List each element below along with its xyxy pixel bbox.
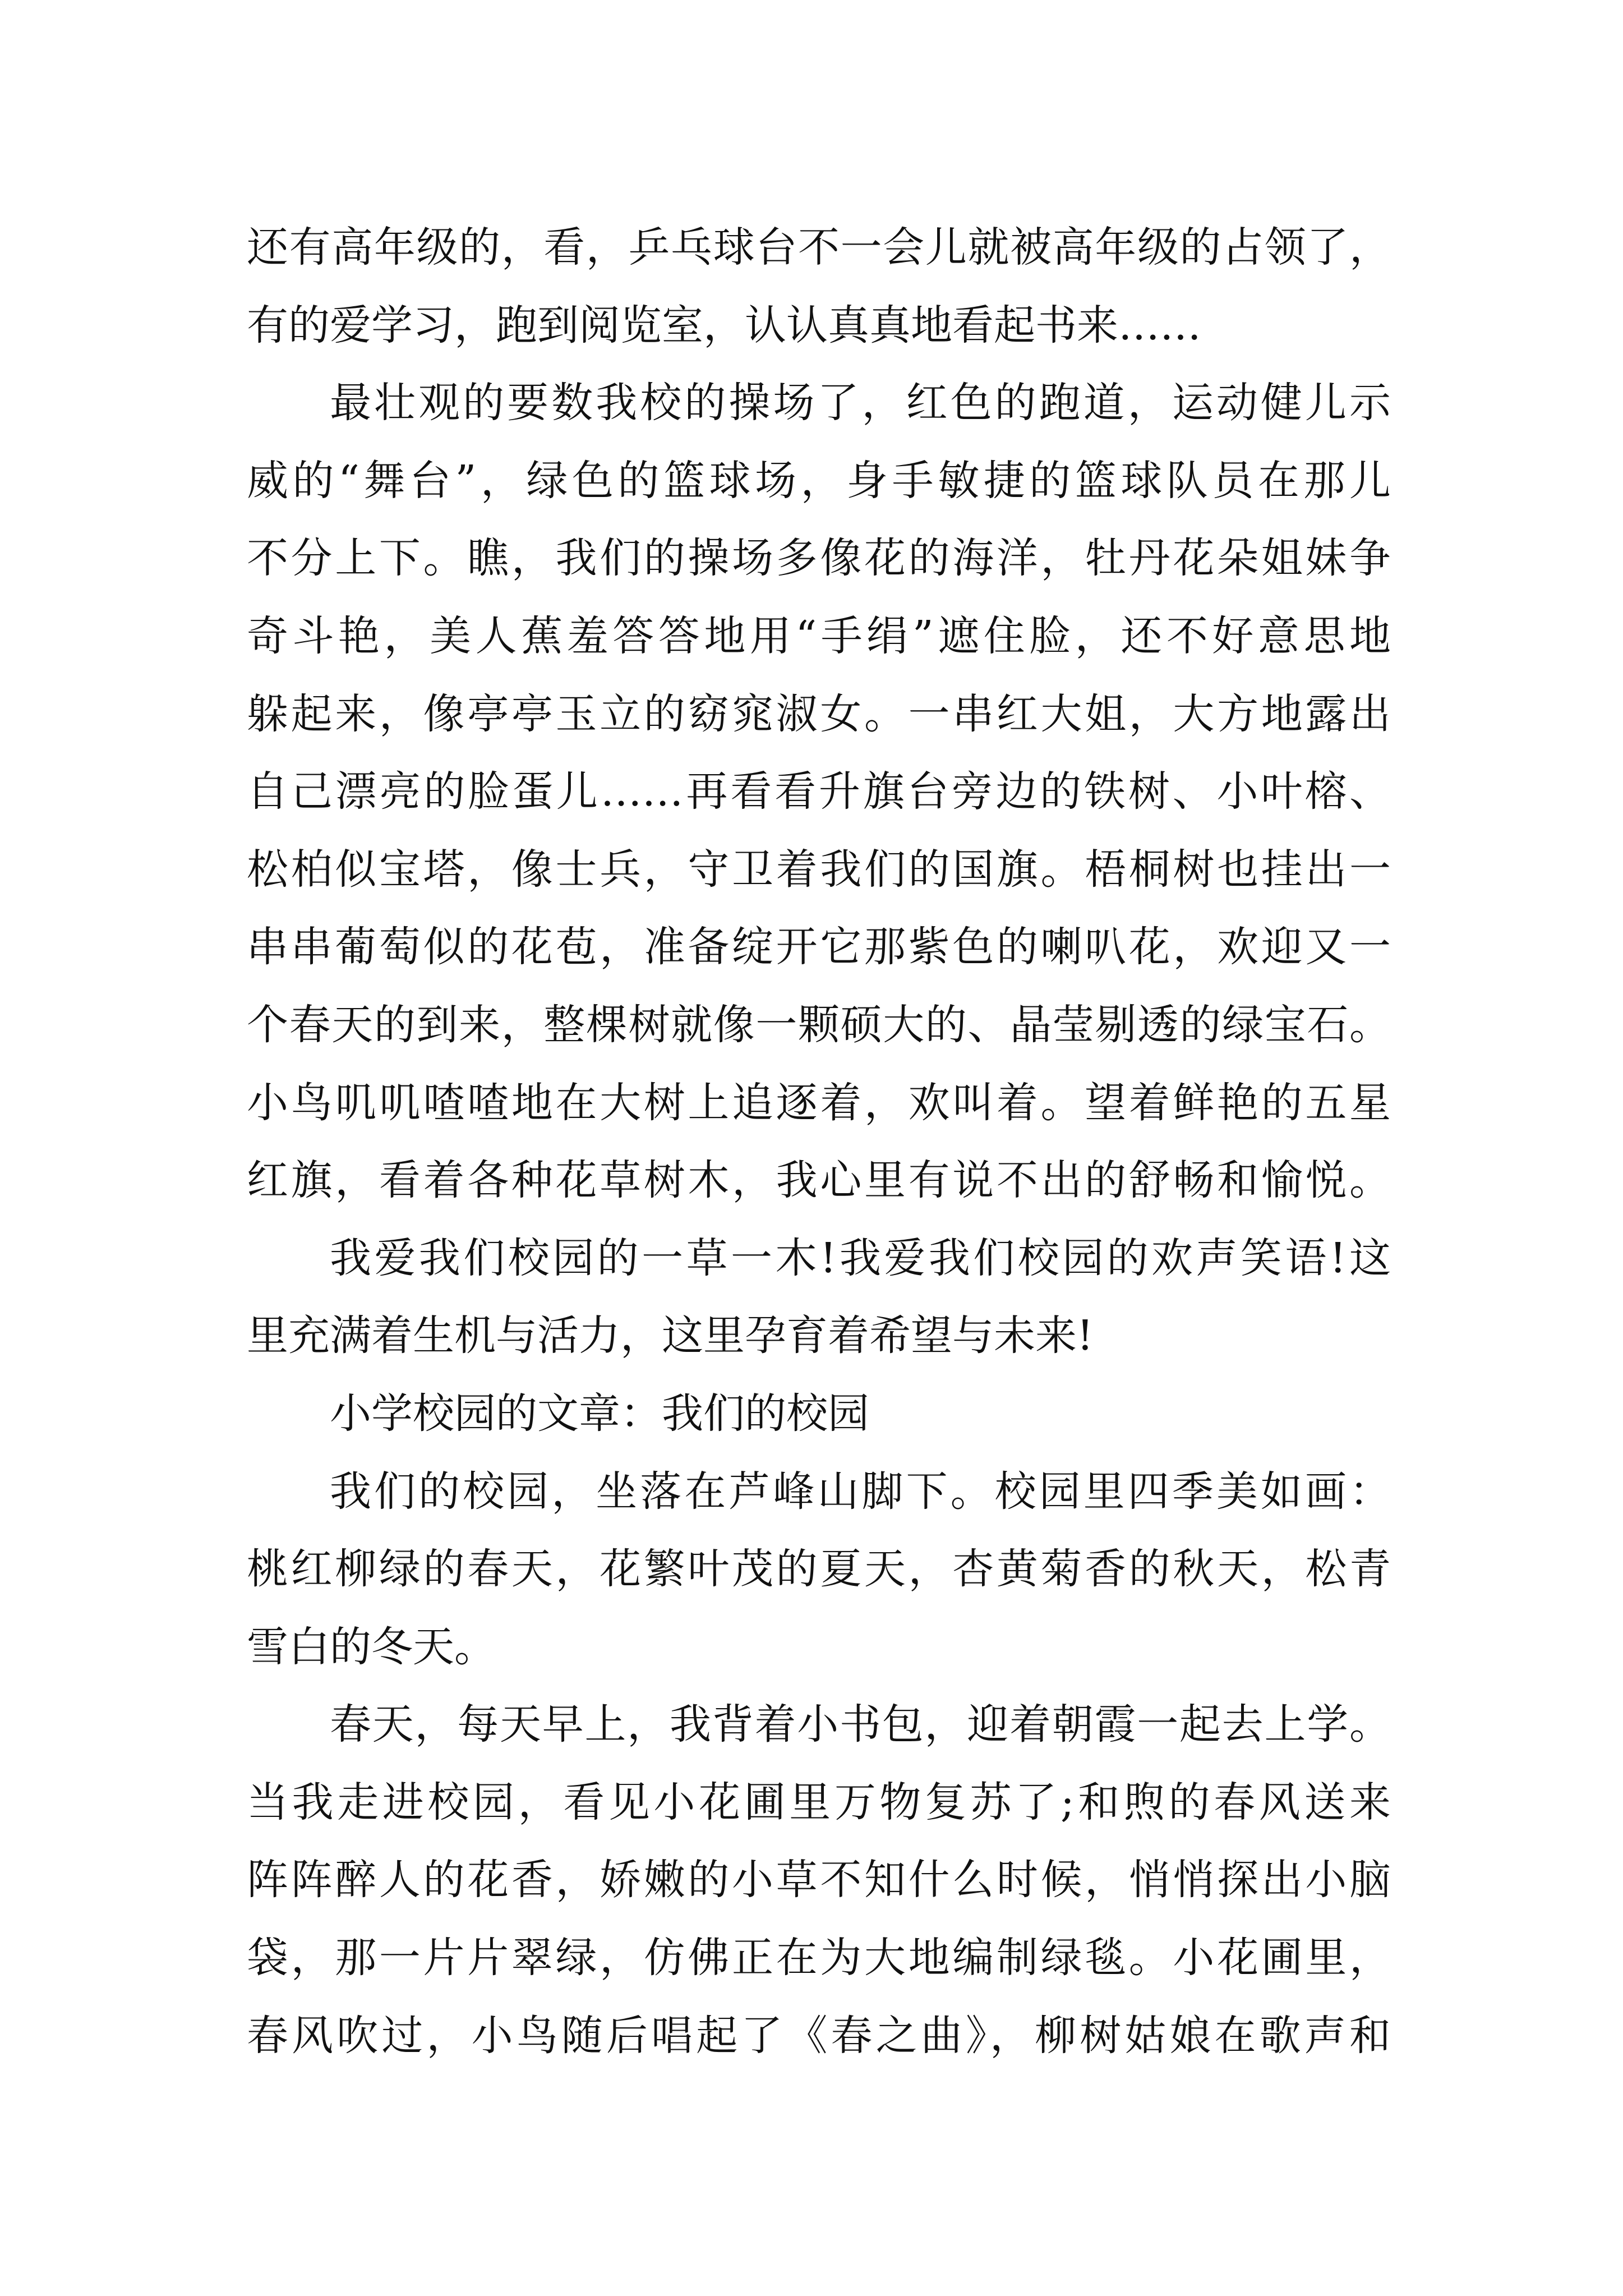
text-line: 最壮观的要数我校的操场了，红色的跑道，运动健儿示 bbox=[330, 379, 1391, 427]
text-line: 还有高年级的，看，乒乓球台不一会儿就被高年级的占领了， bbox=[247, 223, 1391, 272]
text-line: 有的爱学习，跑到阅览室，认认真真地看起书来…… bbox=[247, 301, 1201, 349]
text-line: 春风吹过，小鸟随后唱起了《春之曲》，柳树姑娘在歌声和 bbox=[247, 2011, 1391, 2060]
text-line: 自己漂亮的脸蛋儿……再看看升旗台旁边的铁树、小叶榕、 bbox=[247, 767, 1391, 816]
text-line: 当我走进校园，看见小花圃里万物复苏了;和煦的春风送来 bbox=[247, 1778, 1391, 1826]
text-line: 威的“舞台”，绿色的篮球场，身手敏捷的篮球队员在那儿 bbox=[247, 456, 1391, 505]
text-line: 袋，那一片片翠绿，仿佛正在为大地编制绿毯。小花圃里， bbox=[247, 1934, 1391, 1982]
text-line: 小鸟叽叽喳喳地在大树上追逐着，欢叫着。望着鲜艳的五星 bbox=[247, 1078, 1391, 1127]
text-line: 躲起来，像亭亭玉立的窈窕淑女。一串红大姐，大方地露出 bbox=[247, 689, 1391, 738]
text-line: 阵阵醉人的花香，娇嫩的小草不知什么时候，悄悄探出小脑 bbox=[247, 1856, 1391, 1904]
document-body bbox=[247, 209, 1391, 2074]
text-line: 红旗，看着各种花草树木，我心里有说不出的舒畅和愉悦。 bbox=[247, 1156, 1391, 1205]
section-heading: 小学校园的文章：我们的校园 bbox=[330, 1389, 869, 1438]
text-line: 松柏似宝塔，像士兵，守卫着我们的国旗。梧桐树也挂出一 bbox=[247, 845, 1391, 894]
text-line: 我们的校园，坐落在芦峰山脚下。校园里四季美如画： bbox=[330, 1467, 1391, 1516]
text-line: 不分上下。瞧，我们的操场多像花的海洋，牡丹花朵姐妹争 bbox=[247, 534, 1391, 583]
text-line: 春天，每天早上，我背着小书包，迎着朝霞一起去上学。 bbox=[330, 1700, 1391, 1749]
text-line: 个春天的到来，整棵树就像一颗硕大的、晶莹剔透的绿宝石。 bbox=[247, 1000, 1391, 1049]
text-line: 里充满着生机与活力，这里孕育着希望与未来! bbox=[247, 1312, 1094, 1360]
text-line: 雪白的冬天。 bbox=[247, 1622, 496, 1671]
text-line: 串串葡萄似的花苞，准备绽开它那紫色的喇叭花，欢迎又一 bbox=[247, 923, 1391, 972]
text-line: 我爱我们校园的一草一木!我爱我们校园的欢声笑语!这 bbox=[330, 1234, 1391, 1282]
text-line: 奇斗艳，美人蕉羞答答地用“手绢”遮住脸，还不好意思地 bbox=[247, 611, 1391, 660]
text-line: 桃红柳绿的春天，花繁叶茂的夏天，杏黄菊香的秋天，松青 bbox=[247, 1545, 1391, 1594]
